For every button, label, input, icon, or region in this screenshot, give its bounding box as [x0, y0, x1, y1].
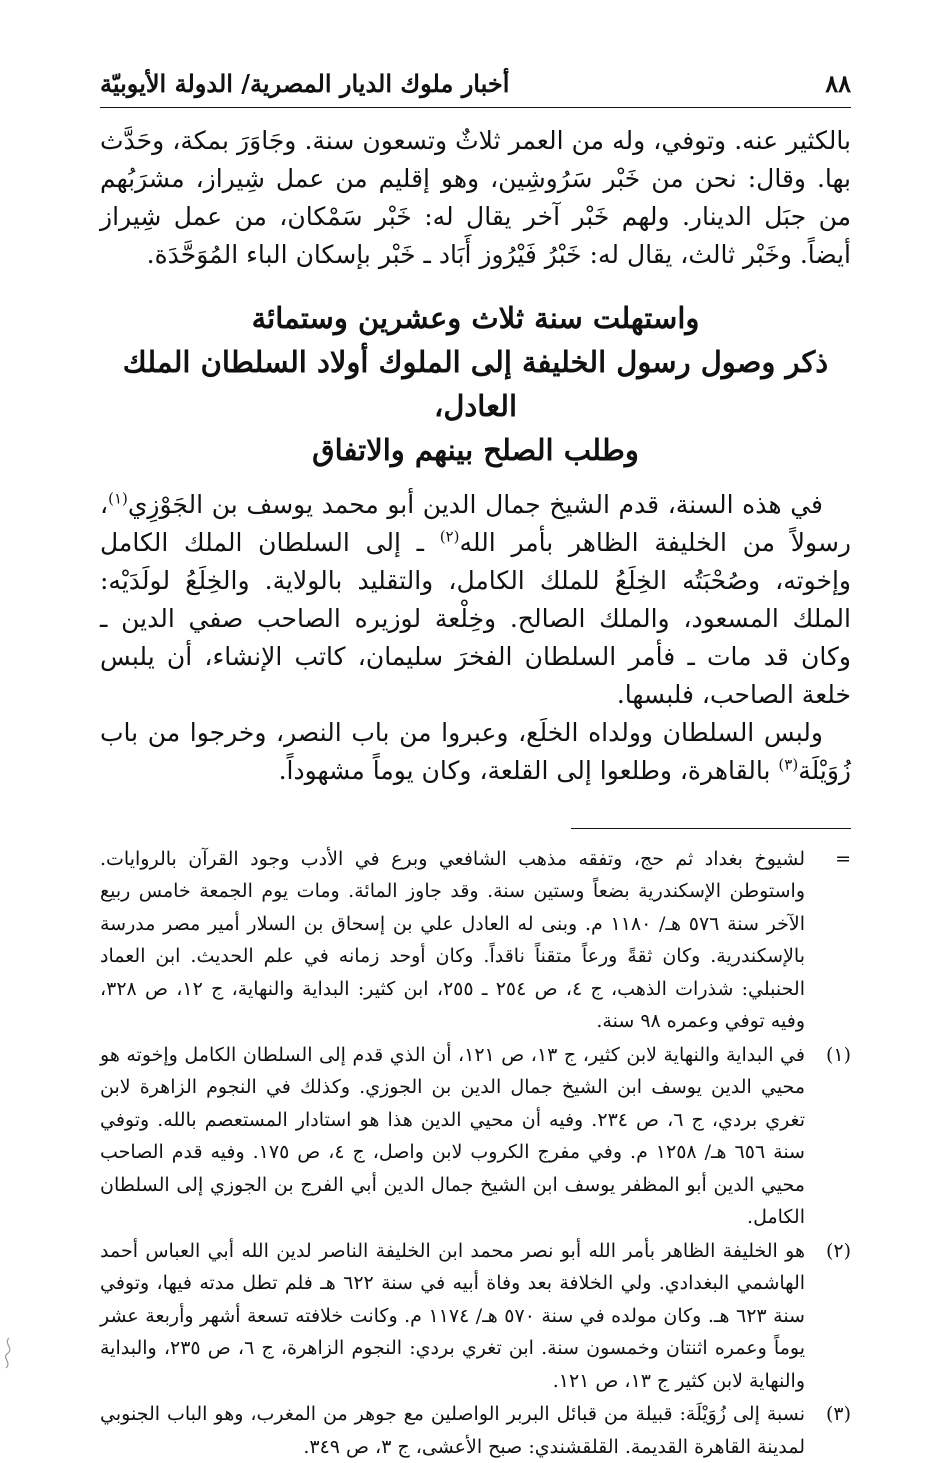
corner-scribble-icon: [0, 1336, 18, 1370]
paragraph-envoy: [100, 486, 851, 714]
footnote-text: هو الخليفة الظاهر بأمر الله أبو نصر محمد ابن الخليفة الناصر لدين الله أبي العباس أحمد الهاشمي البغدادي. ولي الخلافة بعد وفاة أبيه في سنة ٦٢٢ هـ فلم تطل مدته فيها، وتوفي سنة ٦٢٣ هـ. وكان مولده في سنة ٥٧٠ هـ/ ١١٧٤ م. وكانت خلافته تسعة أشهر وأربعة عشر يوماً وعمره اثنتان وخمسون سنة. ابن تغري بردي: النجوم الزاهرة، ج ٦، ص ٢٣٥، والبداية والنهاية لابن كثير ج ١٣، ص ١٢١.: [100, 1239, 806, 1392]
footnote-text: لشيوخ بغداد ثم حج، وتفقه مذهب الشافعي وبرع في الأدب وجود القرآن بالروايات. واستوطن الإسكندرية بضعاً وستين سنة. وقد جاوز المائة. ومات يوم الجمعة خامس ربيع الآخر سنة ٥٧٦ هـ/ ١١٨٠ م. وبنى له العادل علي بن إسحاق بن السلار أمير مصر مدرسة بالإسكندرية. وكان ثقةً ورعاً متقناً ناقداً. وكان أوحد زمانه في علم الحديث. ابن العماد الحنبلي: شذرات الذهب، ج ٤، ص ٢٥٤ ـ ٢٥٥، ابن كثير: البداية والنهاية، ج ١٢، ص ٣٢٨، وفيه توفي وعمره ٩٨ سنة.: [100, 847, 805, 1033]
heading-title-line1: ذكر وصول رسول الخليفة إلى الملوك أولاد السلطان الملك العادل،: [122, 344, 829, 423]
paragraph-procession-part1: ولبس السلطان وولداه الخلَع، وعبروا من باب النصر، وخرجوا من باب زُوَيْلَة: [100, 717, 851, 785]
footnote-ref-2: (٢): [439, 527, 460, 546]
footnote-text: نسبة إلى زُوَيْلَة: قبيلة من قبائل البربر الواصلين مع جوهر من المغرب، وهو الباب الجنوبي لمدينة القاهرة القديمة. القلقشندي: صبح الأعشى، ج ٣، ص ٣٤٩.: [100, 1403, 805, 1458]
footnote-ref-1: (١): [108, 489, 128, 508]
footnote-3: [100, 1398, 851, 1463]
paragraph-continued: بالكثير عنه. وتوفي، وله من العمر ثلاثٌ وتسعون سنة. وجَاوَرَ بمكة، وحَدَّث بها. وقال: نحن من خَبْر سَرُوشِين، وهو إقليم من عمل شِيراز، مشرَبُهم من جبَل الدينار. ولهم خَبْر آخر يقال له: خَبْر سَمْكان، من عمل شِيراز أيضاً. وخَبْر ثالث، يقال له: خَبْرُ فَيْرُوز أَبَاد ـ خَبْر بإسكان الباء المُوَحَّدَة.: [100, 125, 851, 269]
heading-year: واستهلت سنة ثلاث وعشرين وستمائة: [251, 300, 700, 335]
running-header: [100, 70, 851, 108]
section-heading: [100, 296, 851, 472]
heading-title-line2: وطلب الصلح بينهم والاتفاق: [312, 432, 639, 467]
paragraph-envoy-part2: ، رسولاً من الخليفة الظاهر بأمر الله: [100, 489, 851, 557]
footnote-continuation: [100, 843, 851, 1038]
footnote-divider: [571, 828, 851, 829]
running-title: أخبار ملوك الديار المصرية/ الدولة الأيوبيّة: [100, 69, 510, 98]
paragraph-envoy-part3: ـ إلى السلطان الملك الكامل وإخوته، وصُحْبَتُه الخِلَعُ للملك الكامل، والتقليد بالولاية. والخِلَعُ لولَدَيْه: الملك المسعود، والملك الصالح. وخِلْعة لوزيره الصاحب صفي الدين ـ وكان قد مات ـ فأمر السلطان الفخرَ سليمان، كاتب الإنشاء، أن يلبس خلعة الصاحب، فلبسها.: [100, 527, 851, 709]
footnote-1: [100, 1039, 851, 1234]
footnote-2: [100, 1235, 851, 1398]
paragraph-procession-part2: بالقاهرة، وطلعوا إلى القلعة، وكان يوماً مشهوداً.: [278, 755, 779, 785]
footnote-ref-3: (٣): [778, 755, 799, 774]
footnote-mark: (٣): [825, 1403, 851, 1426]
page-number: ٨٨: [825, 69, 851, 98]
footnote-mark: (١): [825, 1043, 851, 1066]
paragraph-procession: [100, 714, 851, 790]
footnote-text: في البداية والنهاية لابن كثير، ج ١٣، ص ١٢١، أن الذي قدم إلى السلطان الكامل وإخوته هو محيي الدين يوسف ابن الشيخ جمال الدين بن الجوزي. وكذلك في النجوم الزاهرة لابن تغري بردي، ج ٦، ص ٢٣٤. وفيه أن محيي الدين هذا هو استادار المستعصم بالله. وتوفي سنة ٦٥٦ هـ/ ١٢٥٨ م. وفي مفرج الكروب لابن واصل، ج ٤، ص ١٧٥. وفيه قدم الصاحب محيي الدين أبو المظفر يوسف ابن الشيخ جمال الدين أبي الفرج بن الجوزي إلى السلطان الكامل.: [100, 1043, 806, 1229]
paragraph-envoy-part1: في هذه السنة، قدم الشيخ جمال الدين أبو محمد يوسف بن الجَوْزِي: [127, 489, 823, 519]
footnote-mark: =: [835, 847, 851, 870]
footnote-mark: (٢): [825, 1239, 851, 1262]
